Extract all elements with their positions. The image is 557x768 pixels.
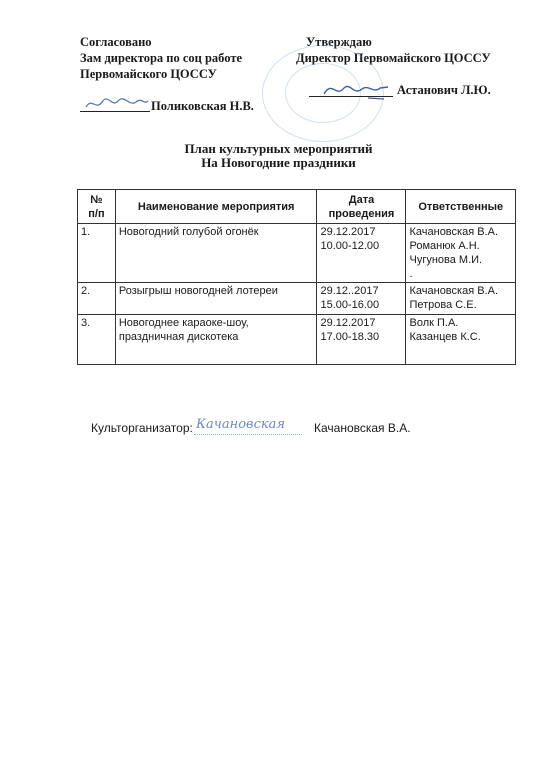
approval-right-signer: Астанович Л.Ю.: [397, 83, 491, 97]
header-event-name: Наименование мероприятия: [115, 190, 317, 224]
approval-right-signature: [318, 78, 398, 104]
approval-right-heading: Утверждаю: [306, 35, 372, 49]
row-number: 1.: [78, 224, 116, 283]
row-event-name: Новогоднее караоке-шоу, праздничная дискотека: [115, 315, 317, 365]
approval-left-heading: Согласовано: [80, 35, 152, 49]
approval-left-signer: Поликовская Н.В.: [151, 99, 254, 113]
table-row: [78, 224, 516, 283]
footer-label: Культорганизатор:: [91, 421, 193, 435]
header-number: № п/п: [78, 190, 116, 224]
row-responsible: Волк П.А. Казанцев К.С.: [406, 315, 516, 365]
footer-handwritten-signature: Качановская: [196, 417, 286, 432]
row-number: 3.: [78, 315, 116, 365]
row-date: 29.12..2017 15.00-16.00: [317, 283, 406, 315]
approval-left-position: Зам директора по соц работе: [80, 51, 243, 65]
header-date: Дата проведения: [317, 190, 406, 224]
footer-organizer-name: Качановская В.А.: [314, 421, 411, 435]
row-event-name: Розыгрыш новогодней лотереи: [115, 283, 317, 315]
row-responsible: Качановская В.А. Романюк А.Н. Чугунова М.И. .: [406, 224, 516, 283]
table-row: [78, 315, 516, 365]
header-responsible: Ответственные: [406, 190, 516, 224]
row-date: 29.12.2017 17.00-18.30: [317, 315, 406, 365]
approval-right-position: Директор Первомайского ЦОССУ: [296, 51, 491, 65]
row-number: 2.: [78, 283, 116, 315]
approval-left-block: [80, 34, 242, 82]
events-table: [77, 189, 516, 365]
document-subtitle: На Новогодние праздники: [201, 155, 356, 170]
footer-signature-underline: [194, 434, 302, 435]
document-title: План культурных мероприятий: [184, 141, 373, 156]
row-date: 29.12.2017 10.00-12.00: [317, 224, 406, 283]
approval-left-signature: [82, 93, 152, 113]
approval-left-org: Первомайского ЦОССУ: [80, 67, 217, 81]
table-row: [78, 283, 516, 315]
row-responsible: Качановская В.А. Петрова С.Е.: [406, 283, 516, 315]
row-event-name: Новогодний голубой огонёк: [115, 224, 317, 283]
table-header-row: [78, 190, 516, 224]
